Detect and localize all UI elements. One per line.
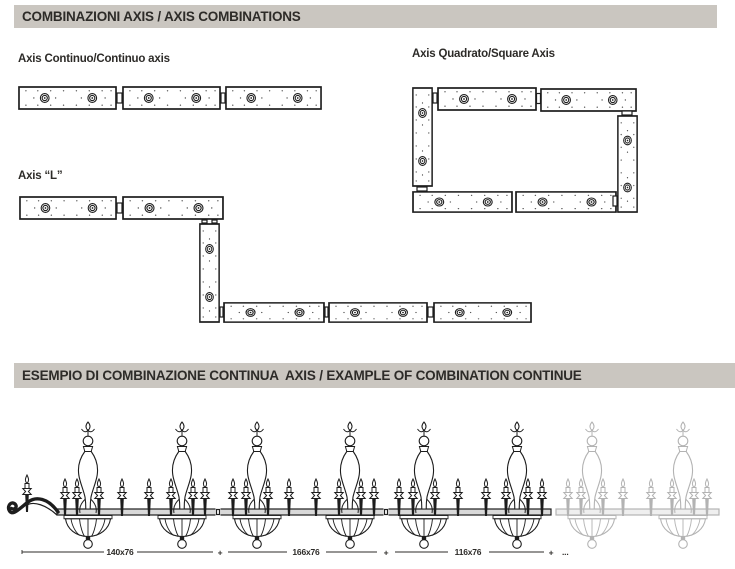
section-header-example [14, 363, 735, 388]
basket-icon [64, 516, 112, 549]
axis-connector [117, 203, 122, 213]
basket-icon [158, 516, 206, 549]
label-axis-l: Axis “L” [18, 170, 63, 182]
axis-bar [541, 89, 636, 111]
axis-bar [123, 197, 223, 219]
vase-finial-icon [172, 422, 191, 513]
axis-connector [428, 307, 433, 317]
dimension-plus-3: + [548, 547, 554, 558]
basket-icon [659, 516, 707, 549]
basket-icon [568, 516, 616, 549]
chandelier-row-solid [9, 422, 551, 548]
chandelier-axis-bar [57, 509, 551, 515]
label-axis-square: Axis Quadrato/Square Axis [412, 48, 555, 60]
basket-icon [493, 516, 541, 549]
axis-bar [413, 88, 432, 186]
axis-connector [221, 93, 225, 103]
scroll-end [9, 499, 58, 515]
axis-continuo-drawing [19, 87, 321, 109]
basket-icon [233, 516, 281, 549]
axis-bar [19, 87, 116, 109]
axis-connector [433, 93, 437, 103]
vase-finial-icon [673, 422, 692, 513]
axis-connector [622, 111, 632, 115]
axis-connector [202, 220, 207, 223]
vase-finial-icon [340, 422, 359, 513]
axis-bar [200, 224, 219, 322]
axis-connector [613, 196, 617, 206]
axis-bar [516, 192, 616, 212]
dimension-plus-1: + [217, 547, 223, 558]
vase-finial-icon [78, 422, 97, 513]
vase-finial-icon [414, 422, 433, 513]
label-axis-continuo: Axis Continuo/Continuo axis [18, 53, 170, 65]
vase-finial-icon [507, 422, 526, 513]
basket-icon [400, 516, 448, 549]
basket-icon [326, 516, 374, 549]
axis-bar [413, 192, 512, 212]
axis-bar [434, 303, 531, 322]
axis-connector [325, 307, 328, 317]
combination-example-drawing [0, 395, 735, 569]
vase-finial-icon [582, 422, 601, 513]
axis-connector [212, 220, 217, 223]
axis-connector [220, 307, 223, 317]
axis-bar [226, 87, 321, 109]
dimension-ellipsis: ... [562, 547, 569, 557]
axis-connector [537, 94, 541, 104]
dimension-label-3: 116x76 [454, 547, 482, 557]
chandelier-row-continuation [556, 422, 719, 548]
axis-connector [417, 187, 427, 191]
axis-square-drawing [413, 88, 637, 212]
dimension-label-1: 140x76 [106, 547, 134, 557]
axis-bar [20, 197, 116, 219]
axis-bar [123, 87, 220, 109]
dimension-plus-2: + [383, 547, 389, 558]
axis-l-drawing [20, 197, 531, 322]
section-header-combinations-title: COMBINAZIONI AXIS / AXIS COMBINATIONS [22, 8, 301, 25]
axis-bar [438, 88, 536, 110]
vase-finial-icon [247, 422, 266, 513]
dimension-row [22, 547, 569, 558]
axis-bar [618, 116, 637, 212]
axis-bar [329, 303, 427, 322]
section-header-example-title: ESEMPIO DI COMBINAZIONE CONTINUA AXIS / EXAMPLE OF COMBINATION CONTINUE [22, 367, 582, 384]
axis-connector [117, 93, 122, 103]
axis-bar [224, 303, 324, 322]
dimension-label-2: 166x76 [292, 547, 320, 557]
